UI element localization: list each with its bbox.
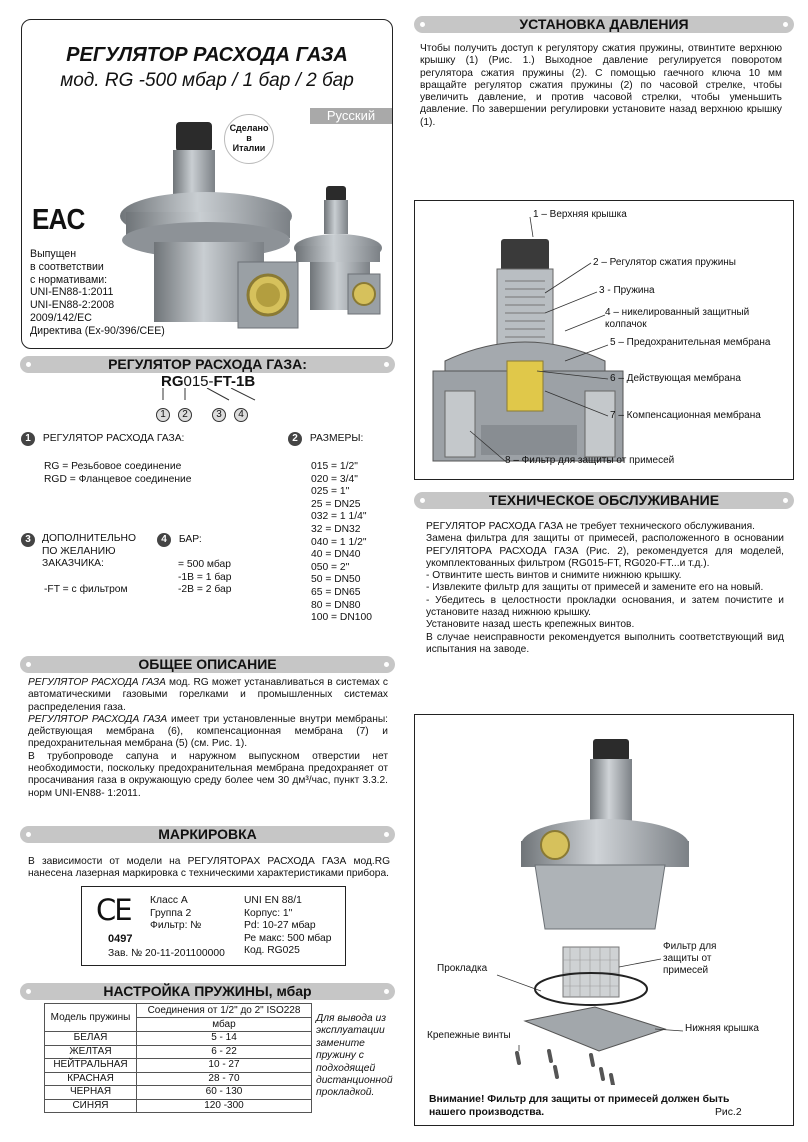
spring-name: БЕЛАЯ [45, 1032, 137, 1046]
serial-number: Зав. № 20-11-201100000 [108, 948, 225, 959]
fig2-screws-label: Крепежные винты [427, 1030, 511, 1041]
norm-line: в соответствии [30, 260, 104, 273]
made-in-line-2: в [246, 133, 252, 143]
connection-line: RGD = Фланцевое соединение [44, 473, 192, 485]
item-3-title-line: ДОПОЛНИТЕЛЬНО [42, 533, 136, 544]
fig2-warning: Внимание! Фильтр для защиты от примесей должен быть нашего производства. [429, 1094, 730, 1118]
code-part-options: FT-1B [213, 373, 256, 390]
spring-name: ЧЕРНАЯ [45, 1086, 137, 1100]
pressure-line: -1B = 1 бар [178, 571, 232, 583]
maintenance-line: Замена фильтра для защиты от примесей, расположенного в основании РЕГУЛЯТОРА РАСХОДА ГАЗА (Рис. 2), рекомендуется для моделей, укомплектованных фильтром (RG015-FT, RG020-FT...и т.д.). [426, 533, 784, 569]
product-subtitle: мод. RG -500 мбар / 1 бар / 2 бар [60, 70, 354, 91]
marking-line: Группа 2 [150, 907, 192, 919]
fig2-gasket-label: Прокладка [437, 963, 488, 974]
size-line: 100 = DN100 [311, 612, 372, 624]
spring-note: Для вывода из эксплуатации замените пружину с подходящей дистанционной прокладкой. [316, 1013, 393, 1099]
fig2-caption: Рис.2 [715, 1107, 742, 1118]
maintenance-line: В случае неисправности рекомендуется выполнить соответствующий вид испытания на заводе. [426, 631, 784, 655]
item-4-title: БАР: [178, 534, 202, 545]
fig1-label-8: 8 – Фильтр для защиты от примесей [505, 455, 675, 466]
spring-range: 120 -300 [137, 1099, 312, 1113]
size-line: 25 = DN25 [311, 498, 361, 510]
marking-line: Pd: 10-27 мбар [244, 920, 316, 932]
item-2-title: РАЗМЕРЫ: [309, 433, 364, 444]
figure-1 [414, 200, 794, 480]
table-row [45, 1059, 312, 1073]
marking-line: Фильтр: № [150, 920, 202, 932]
spring-name: ЖЕЛТАЯ [45, 1045, 137, 1059]
norm-line: с нормативами: [30, 273, 108, 286]
marker-1: 1 [156, 408, 170, 422]
marking-line: Код. RG025 [244, 945, 300, 957]
maintenance-line: - Извлеките фильтр для защиты от примесей и замените его на новый. [426, 582, 764, 594]
marking-line: UNI EN 88/1 [244, 895, 302, 906]
size-line: 050 = 2" [311, 561, 350, 573]
general-description [28, 677, 388, 800]
fig1-label-5: 5 – Предохранительная мембрана [610, 337, 771, 348]
pressure-text: Чтобы получить доступ к регулятору сжатия пружины, отвинтите верхнюю крышку (1) (Рис. 1.) Выходное давление регулируется поворотом регулятора сжатия пружины (2). С помощью гаечного ключа 10 мм вращайте регулятор сжатия пружины (2) по часовой стрелке, чтобы увеличить давление, и против часовой стрелки, чтобы уменьшить давление. По завершении регулировки установите назад верхнюю крышку (1). [420, 43, 782, 128]
marking-line: Корпус: 1" [244, 907, 293, 919]
pressure-line: = 500 мбар [178, 559, 231, 570]
table-row [45, 1045, 312, 1059]
size-line: 32 = DN32 [311, 523, 361, 535]
code-part-rg: RG [161, 373, 184, 390]
eac-logo: EAC [32, 204, 85, 236]
size-line: 025 = 1" [311, 486, 350, 498]
option-line: -FT = с фильтром [44, 584, 128, 595]
size-line: 032 = 1 1/4" [311, 511, 367, 523]
pressure-line: -2B = 2 бар [178, 584, 232, 596]
item-3 [21, 533, 136, 571]
fig1-label-1: 1 – Верхняя крышка [533, 209, 627, 220]
fig1-label-7: 7 – Компенсационная мембрана [610, 410, 761, 421]
figure-2 [414, 714, 794, 1126]
fig1-label-3: 3 - Пружина [599, 285, 655, 296]
unit-header: мбар [137, 1018, 312, 1032]
norm-line: Директива (Ex-90/396/CEE) [30, 324, 165, 337]
spring-name: КРАСНАЯ [45, 1072, 137, 1086]
maintenance-text [426, 521, 784, 656]
regulator-photo-small [292, 182, 388, 324]
spring-name: СИНЯЯ [45, 1099, 137, 1113]
norm-line: Выпущен [30, 248, 77, 260]
size-line: 65 = DN65 [311, 586, 361, 598]
general-paragraph-1 [28, 677, 388, 714]
title-box [21, 19, 393, 349]
product-name: РЕГУЛЯТОР РАСХОДА ГАЗА [28, 713, 168, 725]
ce-mark: CE [96, 893, 131, 927]
item-3-title-line: ПО ЖЕЛАНИЮ [42, 545, 116, 557]
maintenance-line: - Отвинтите шесть винтов и снимите нижнюю крышку. [426, 570, 682, 582]
section-heading-pressure: УСТАНОВКА ДАВЛЕНИЯ [414, 16, 794, 33]
fig2-filter-label: Фильтр для защиты от примесей [663, 941, 717, 976]
fig2-cover-label: Нижняя крышка [685, 1023, 759, 1034]
section-heading-code: РЕГУЛЯТОР РАСХОДА ГАЗА: [20, 356, 395, 373]
general-text: имеет три установленные внутри мембраны: действующая мембрана (6), компенсационная мембрана (7) и предохранительная мембрана (5) (см. Рис. 1). [28, 713, 389, 750]
product-name: РЕГУЛЯТОР РАСХОДА ГАЗА [28, 677, 166, 688]
norm-line: 2009/142/EC [30, 311, 92, 324]
table-row [45, 1032, 312, 1046]
code-part-size: 015- [183, 373, 214, 390]
table-row [45, 1099, 312, 1113]
marking-text: В зависимости от модели на РЕГУЛЯТОРАХ РАСХОДА ГАЗА мод.RG нанесена лазерная маркировка с техническими характеристиками прибора. [28, 856, 390, 880]
spring-table [44, 1003, 312, 1113]
size-line: 40 = DN40 [311, 549, 361, 561]
made-in-italy-badge [224, 114, 274, 164]
section-heading-general: ОБЩЕЕ ОПИСАНИЕ [20, 656, 395, 673]
spring-range: 10 - 27 [137, 1059, 312, 1073]
norms-list [30, 248, 165, 338]
section-heading-maintenance: ТЕХНИЧЕСКОЕ ОБСЛУЖИВАНИЕ [414, 492, 794, 509]
connections-header: Соединения от 1/2" до 2" ISO228 [137, 1004, 312, 1018]
item-3-title-line: ЗАКАЗЧИКА: [42, 558, 104, 570]
marker-2: 2 [178, 408, 192, 422]
notified-body-code: 0497 [108, 933, 133, 945]
marking-left [150, 895, 201, 933]
item-4-number: 4 [157, 533, 171, 547]
spring-col-header: Модель пружины [45, 1004, 137, 1032]
size-line: 015 = 1/2" [311, 461, 358, 472]
fig1-label-6: 6 – Действующая мембрана [610, 373, 741, 384]
sizes-list [311, 461, 372, 625]
marker-4: 4 [234, 408, 248, 422]
item-2-number: 2 [288, 432, 302, 446]
item-3-lines [44, 584, 128, 597]
item-1-number: 1 [21, 432, 35, 446]
norm-line: UNI-EN88-2:2008 [30, 299, 115, 312]
code-pointer-lines [155, 388, 275, 408]
spring-range: 60 - 130 [137, 1086, 312, 1100]
fig1-label-2: 2 – Регулятор сжатия пружины [593, 257, 736, 268]
fig1-label-4: 4 – никелированный защитный колпачок [605, 307, 750, 330]
marking-plate [81, 886, 346, 966]
maintenance-line: РЕГУЛЯТОР РАСХОДА ГАЗА не требует технического обслуживания. [426, 521, 755, 532]
item-4 [157, 533, 202, 547]
spring-range: 28 - 70 [137, 1072, 312, 1086]
general-paragraph-2 [28, 714, 388, 751]
table-row [45, 1086, 312, 1100]
section-heading-marking: МАРКИРОВКА [20, 826, 395, 843]
made-in-line-1: Сделано [229, 123, 269, 133]
maintenance-line: Установите назад шесть крепежных винтов. [426, 619, 635, 631]
size-line: 040 = 1 1/2" [311, 536, 367, 548]
item-1-title: РЕГУЛЯТОР РАСХОДА ГАЗА: [42, 433, 185, 444]
spring-name: НЕЙТРАЛЬНАЯ [45, 1059, 137, 1073]
table-row [45, 1072, 312, 1086]
item-3-number: 3 [21, 533, 35, 547]
general-text: мод. RG может устанавливаться в системах с автоматическими газовыми горелками и промышленных системах распределения газа. [28, 677, 388, 713]
spring-range: 6 - 22 [137, 1045, 312, 1059]
general-paragraph-3: В трубопроводе сапуна и наружном выпускном отверстии нет необходимости, поскольку предохранительная мембрана предохраняет от просачивания газа в окружающую среду более чем 30 дм³/час, пункт 3.3.2. норм UNI-EN88- 1:2011. [28, 750, 388, 799]
product-title: РЕГУЛЯТОР РАСХОДА ГАЗА [66, 44, 348, 66]
item-1-lines [44, 461, 192, 486]
size-line: 80 = DN80 [311, 599, 361, 611]
norm-line: UNI-EN88-1:2011 [30, 286, 114, 299]
language-badge: Русский [310, 108, 392, 124]
size-line: 50 = DN50 [311, 574, 361, 586]
pressure-options [178, 559, 231, 597]
connection-line: RG = Резьбовое соединение [44, 461, 182, 472]
item-2 [288, 432, 363, 446]
marker-3: 3 [212, 408, 226, 422]
code-markers [156, 408, 248, 422]
item-1 [21, 432, 184, 446]
made-in-line-3: Италии [232, 143, 266, 153]
marking-right [244, 895, 331, 958]
maintenance-line: - Убедитесь в целостности прокладки основания, и затем почистите и установите назад нижнюю крышку. [426, 594, 784, 619]
section-heading-spring: НАСТРОЙКА ПРУЖИНЫ, мбар [20, 983, 395, 1000]
marking-line: Ре макс: 500 мбар [244, 932, 332, 944]
marking-line: Класс А [150, 895, 188, 906]
spring-range: 5 - 14 [137, 1032, 312, 1046]
size-line: 020 = 3/4" [311, 473, 358, 485]
